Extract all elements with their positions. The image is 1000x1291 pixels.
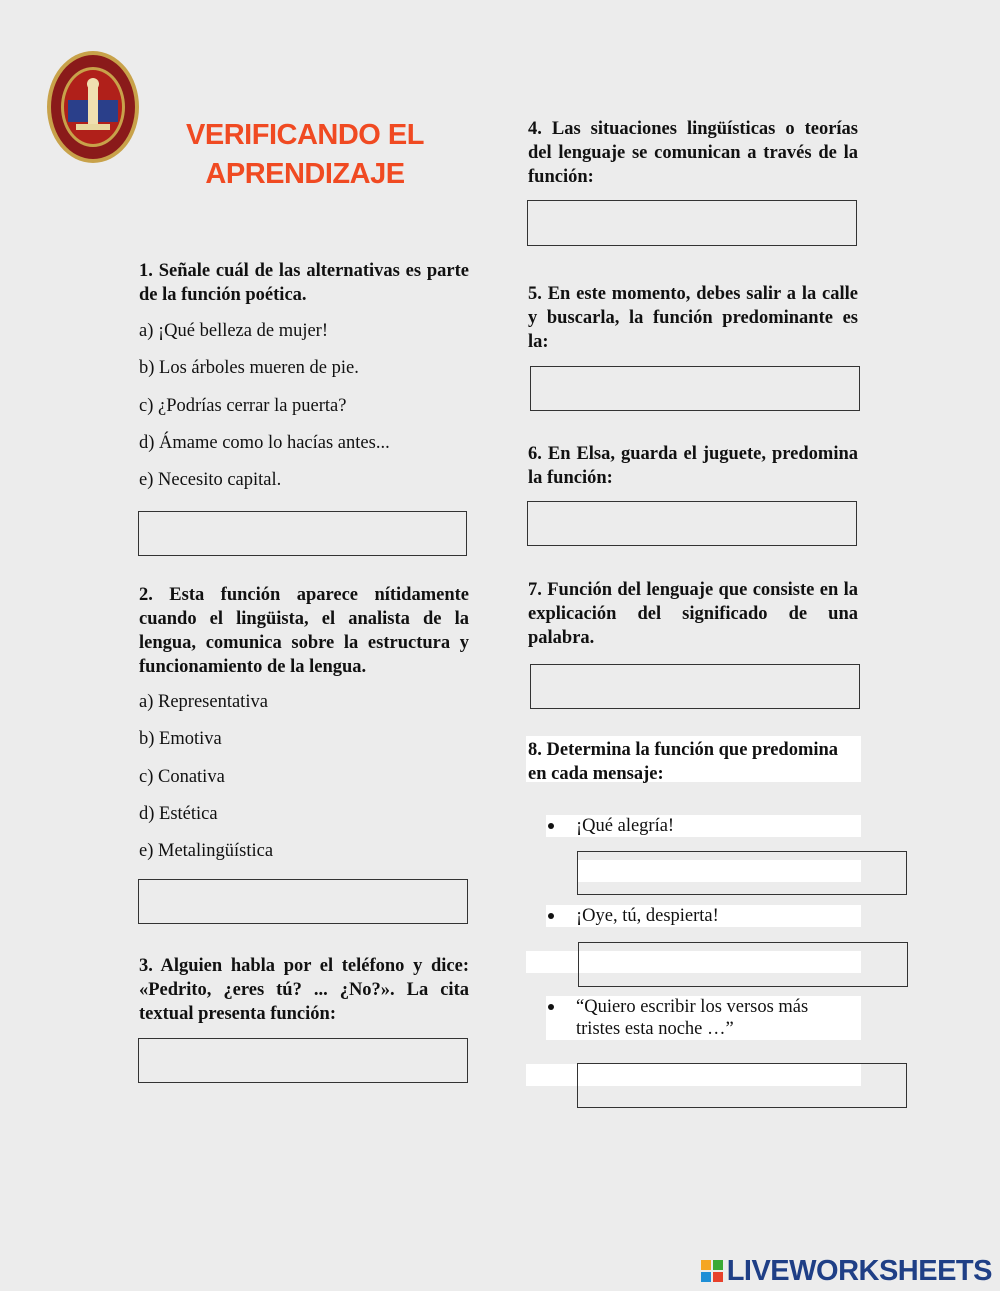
bullet-icon: [548, 1004, 554, 1010]
q2-option-c: c) Conativa: [139, 767, 225, 787]
q1-option-e: e) Necesito capital.: [139, 470, 282, 490]
q8-item-2: [548, 905, 848, 927]
bullet-icon: [548, 823, 554, 829]
brand-text: LIVEWORKSHEETS: [726, 1254, 992, 1287]
q4-answer-input[interactable]: [527, 200, 857, 246]
q2-option-e: e) Metalingüística: [139, 841, 274, 861]
q8-item-3-text: “Quiero escribir los versos más tristes esta noche …”: [576, 997, 809, 1039]
q2-option-a: a) Representativa: [139, 692, 268, 712]
q8-answer-2-input[interactable]: [578, 942, 908, 987]
q8-item-2-text: ¡Oye, tú, despierta!: [576, 906, 719, 926]
page-title: [150, 116, 460, 194]
q1-answer-input[interactable]: [138, 511, 467, 556]
liveworksheets-icon: [701, 1260, 723, 1282]
q8-answer-1-input[interactable]: [577, 851, 907, 895]
q8-item-3: [548, 996, 848, 1040]
question-3: 3. Alguien habla por el teléfono y dice: «Pedrito, ¿eres tú? ... ¿No?». La cita textual presenta función:: [139, 956, 469, 1024]
question-4: 4. Las situaciones lingüísticas o teorías del lenguaje se comunican a través de la función:: [528, 119, 858, 187]
question-8: 8. Determina la función que predomina en cada mensaje:: [528, 740, 839, 784]
q8-item-1: [548, 815, 848, 837]
q7-answer-input[interactable]: [530, 664, 860, 709]
question-5: 5. En este momento, debes salir a la calle y buscarla, la función predominante es la:: [528, 284, 858, 352]
question-7: 7. Función del lenguaje que consiste en la explicación del significado de una palabra.: [528, 580, 858, 648]
q5-answer-input[interactable]: [530, 366, 860, 411]
question-1: 1. Señale cuál de las alternativas es parte de la función poética.: [139, 261, 469, 305]
bullet-icon: [548, 913, 554, 919]
q1-option-d: d) Ámame como lo hacías antes...: [139, 433, 390, 453]
university-logo: [46, 50, 140, 164]
q1-option-c: c) ¿Podrías cerrar la puerta?: [139, 396, 347, 416]
q2-answer-input[interactable]: [138, 879, 468, 924]
q8-item-1-text: ¡Qué alegría!: [576, 816, 675, 836]
q6-answer-input[interactable]: [527, 501, 857, 546]
q3-answer-input[interactable]: [138, 1038, 468, 1083]
q2-option-d: d) Estética: [139, 804, 218, 824]
title-line-2: APRENDIZAJE: [205, 158, 405, 190]
q1-option-b: b) Los árboles mueren de pie.: [139, 358, 359, 378]
q1-option-a: a) ¡Qué belleza de mujer!: [139, 321, 329, 341]
liveworksheets-brand[interactable]: [701, 1256, 992, 1286]
q8-answer-3-input[interactable]: [577, 1063, 907, 1108]
title-line-1: VERIFICANDO EL: [186, 119, 424, 151]
question-6: 6. En Elsa, guarda el juguete, predomina la función:: [528, 444, 858, 488]
question-2: 2. Esta función aparece nítidamente cuando el lingüista, el analista de la lengua, comunica sobre la estructura y funcionamiento de la lengua.: [139, 585, 469, 677]
q2-option-b: b) Emotiva: [139, 729, 222, 749]
